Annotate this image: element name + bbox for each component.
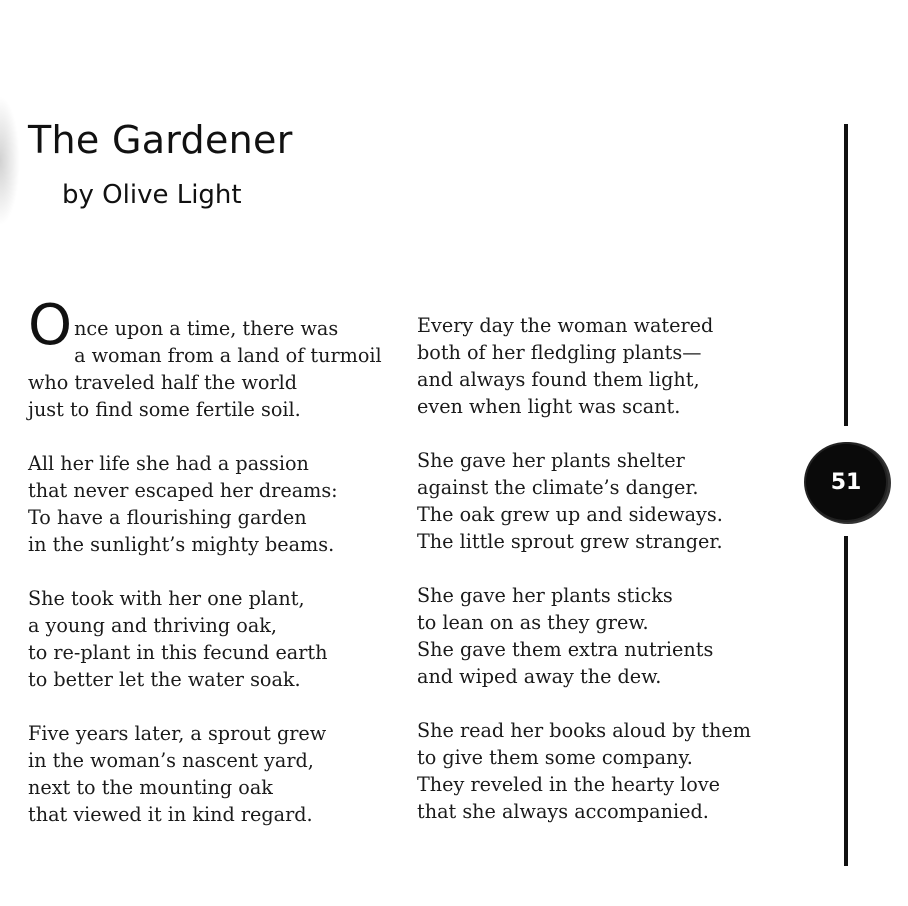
poem-line: who traveled half the world (28, 371, 298, 394)
poem-line: She gave her plants sticks (417, 584, 673, 607)
poem-line: to give them some company. (417, 746, 693, 769)
poem-line: She gave her plants shelter (417, 449, 685, 472)
poem-line: To have a flourishing garden (28, 506, 307, 529)
poem-line: She read her books aloud by them (417, 719, 751, 742)
poem-line: Five years later, a sprout grew (28, 722, 327, 745)
poem-line: that she always accompanied. (417, 800, 709, 823)
poem-line: to better let the water soak. (28, 668, 301, 691)
poem-line: next to the mounting oak (28, 776, 273, 799)
poem-line: Every day the woman watered (417, 314, 714, 337)
poem-line: even when light was scant. (417, 395, 681, 418)
poem-line: just to find some fertile soil. (28, 398, 301, 421)
margin-rule-bottom (844, 536, 848, 866)
poem-line: to re-plant in this fecund earth (28, 641, 328, 664)
poem-line: against the climate’s danger. (417, 476, 699, 499)
poem-line: that never escaped her dreams: (28, 479, 338, 502)
poem-line: both of her fledgling plants— (417, 341, 702, 364)
poem-line: The little sprout grew stranger. (417, 530, 723, 553)
poem-line: in the sunlight’s mighty beams. (28, 533, 335, 556)
stanza-4 (28, 720, 398, 828)
poem-line: The oak grew up and sideways. (417, 503, 723, 526)
margin-rule-top (844, 124, 848, 426)
poem-line: a woman from a land of turmoil (74, 344, 382, 367)
page-number: 51 (830, 469, 862, 495)
page-number-badge (806, 444, 886, 520)
stanza-5 (417, 312, 787, 420)
stanza-6 (417, 447, 787, 555)
poem-line: She took with her one plant, (28, 587, 305, 610)
stanza-8 (417, 717, 787, 825)
poem-line: that viewed it in kind regard. (28, 803, 313, 826)
poem-line: in the woman’s nascent yard, (28, 749, 314, 772)
poem-line: a young and thriving oak, (28, 614, 278, 637)
drop-cap: O (28, 293, 73, 358)
stanza-1 (28, 293, 398, 423)
poem-title: The Gardener (28, 118, 293, 162)
poem-line: They reveled in the hearty love (417, 773, 721, 796)
poem-line: to lean on as they grew. (417, 611, 649, 634)
stanza-3 (28, 585, 398, 693)
poem-line: and always found them light, (417, 368, 700, 391)
stanza-7 (417, 582, 787, 690)
poem-line: nce upon a time, there was (74, 317, 339, 340)
poem-line: and wiped away the dew. (417, 665, 662, 688)
poem-line: All her life she had a passion (28, 452, 309, 475)
right-column (417, 312, 787, 852)
poem-byline: by Olive Light (62, 180, 242, 210)
poem-line: She gave them extra nutrients (417, 638, 714, 661)
stanza-2 (28, 450, 398, 558)
left-column (28, 293, 398, 855)
scan-edge-shadow (0, 96, 20, 226)
